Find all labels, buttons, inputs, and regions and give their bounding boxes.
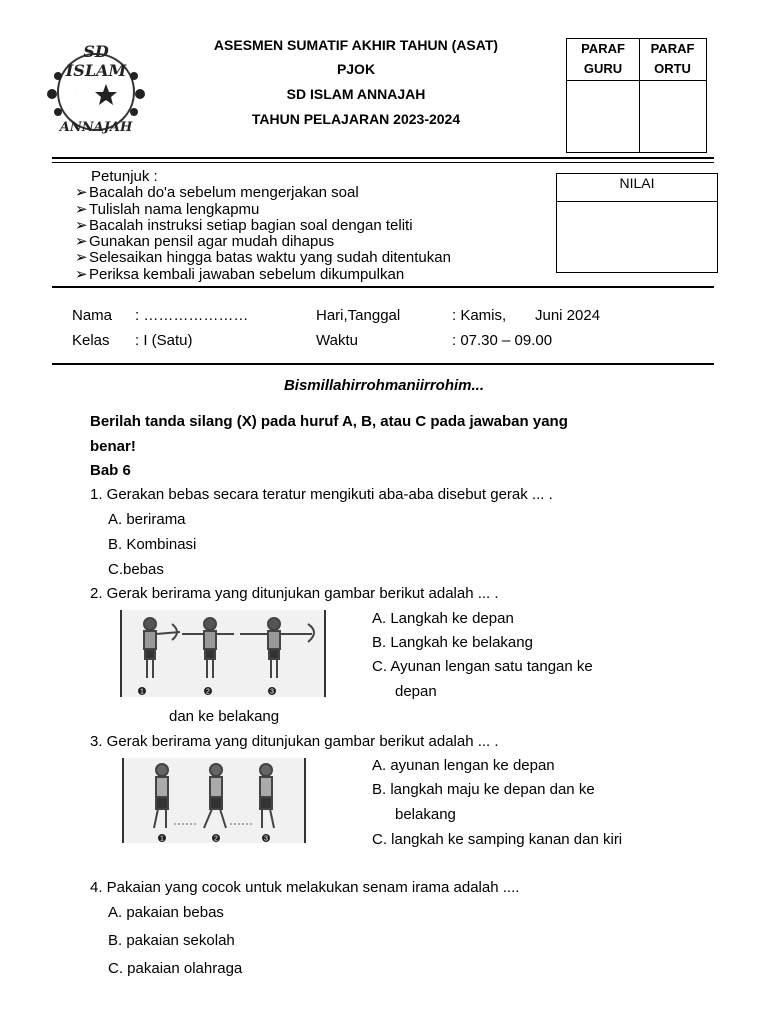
instruction-item [75, 185, 451, 201]
step-label-2: 2 [206, 688, 210, 696]
nilai-label: NILAI [619, 175, 655, 191]
paraf-guru-line2: GURU [583, 61, 623, 76]
arrow-icon: ➢ [75, 216, 88, 234]
instruction-item [75, 202, 451, 218]
q1-option-b[interactable]: B. Kombinasi [108, 536, 197, 553]
identity-divider [52, 363, 714, 365]
nilai-box [556, 173, 718, 273]
q3-option-b-cont: belakang [395, 806, 456, 823]
nama-field[interactable]: : ………………… [135, 307, 249, 324]
instructions-heading: Petunjuk : [91, 168, 158, 185]
header-divider [52, 157, 714, 159]
header-divider-thin [52, 162, 714, 163]
question-4: 4. Pakaian yang cocok untuk melakukan senam irama adalah .... [90, 879, 520, 896]
q2-option-c-cont: depan [395, 683, 437, 700]
arrow-icon: ➢ [75, 233, 88, 251]
step-label-3: 3 [270, 688, 274, 696]
q4-option-a[interactable]: A. pakaian bebas [108, 904, 224, 921]
instruction-text: Bacalah do'a sebelum mengerjakan soal [89, 184, 359, 202]
arrow-icon: ➢ [75, 200, 88, 218]
q1-option-c[interactable]: C.bebas [108, 561, 164, 578]
section-title: Bab 6 [90, 462, 131, 479]
question-1: 1. Gerakan bebas secara teratur mengikuti aba-aba disebut gerak ... . [90, 486, 553, 503]
q2-arm-swing-figure [120, 610, 326, 697]
step-label-1: 1 [140, 688, 144, 696]
instruction-item [75, 267, 451, 283]
q3-option-c[interactable]: C. langkah ke samping kanan dan kiri [372, 831, 623, 848]
instruction-text: Periksa kembali jawaban sebelum dikumpulkan [89, 265, 405, 283]
waktu-label: Waktu [316, 332, 358, 349]
question-3: 3. Gerak berirama yang ditunjukan gambar berikut adalah ... . [90, 733, 499, 750]
waktu-value: : 07.30 – 09.00 [452, 332, 553, 349]
main-instruction-line2: benar! [90, 438, 136, 455]
logo-bottom-text: ANNAJAH [59, 120, 133, 135]
subject-title: PJOK [336, 61, 376, 77]
q1-option-a[interactable]: A. berirama [108, 511, 186, 528]
paraf-guru-line1: PARAF [581, 41, 625, 56]
instructions-block [75, 169, 451, 283]
q4-option-c[interactable]: C. pakaian olahraga [108, 960, 243, 977]
arm-swing-illustration [122, 610, 324, 697]
kelas-label: Kelas [72, 332, 110, 349]
paraf-table [566, 38, 707, 153]
q3-option-a[interactable]: A. ayunan lengan ke depan [372, 757, 555, 774]
main-instruction-line1: Berilah tanda silang (X) pada huruf A, B, atau C pada jawaban yang [90, 413, 568, 430]
q2-option-b[interactable]: B. Langkah ke belakang [372, 634, 533, 651]
q3-option-b[interactable]: B. langkah maju ke depan dan ke [372, 781, 595, 798]
instruction-item [75, 250, 451, 266]
paraf-ortu-label [639, 39, 706, 79]
nilai-score-cell[interactable] [557, 202, 717, 272]
arrow-icon: ➢ [75, 265, 88, 283]
paraf-guru-label [567, 39, 639, 79]
nama-label: Nama [72, 307, 113, 324]
tanggal-value: Juni 2024 [535, 307, 601, 324]
step-label-1: 1 [160, 835, 164, 843]
school-logo [40, 40, 152, 140]
kelas-value: : I (Satu) [135, 332, 193, 349]
instruction-text: Selesaikan hingga batas waktu yang sudah ditentukan [89, 249, 451, 267]
hari-label: Hari,Tanggal [316, 307, 401, 324]
instruction-text: Bacalah instruksi setiap bagian soal dengan teliti [89, 216, 413, 234]
q3-step-figure [122, 758, 306, 843]
q2-option-a[interactable]: A. Langkah ke depan [372, 610, 514, 627]
paraf-ortu-cell[interactable] [640, 81, 706, 152]
question-2: 2. Gerak berirama yang ditunjukan gambar berikut adalah ... . [90, 585, 499, 602]
arrow-icon: ➢ [75, 184, 88, 202]
instruction-item [75, 218, 451, 234]
side-step-illustration [124, 758, 304, 843]
step-label-2: 2 [214, 835, 218, 843]
paraf-guru-cell[interactable] [567, 81, 639, 152]
q2-option-c[interactable]: C. Ayunan lengan satu tangan ke [372, 658, 593, 675]
exam-title: ASESMEN SUMATIF AKHIR TAHUN (ASAT) [213, 37, 499, 53]
logo-top-text: SD ISLAM [65, 42, 127, 80]
instruction-text: Tulislah nama lengkapmu [89, 200, 260, 218]
arrow-icon: ➢ [75, 249, 88, 267]
step-label-3: 3 [264, 835, 268, 843]
academic-year: TAHUN PELAJARAN 2023-2024 [251, 111, 461, 127]
hari-value: : Kamis, [452, 307, 507, 324]
instruction-item [75, 234, 451, 250]
paraf-ortu-line2: ORTU [654, 61, 691, 76]
paraf-ortu-line1: PARAF [650, 41, 695, 56]
instruction-text: Gunakan pensil agar mudah dihapus [89, 233, 335, 251]
school-name: SD ISLAM ANNAJAH [286, 86, 426, 102]
q4-option-b[interactable]: B. pakaian sekolah [108, 932, 235, 949]
basmalah: Bismillahirrohmaniirrohim... [283, 377, 485, 394]
q2-option-c-cont2: dan ke belakang [169, 708, 280, 725]
instructions-divider [52, 286, 714, 288]
